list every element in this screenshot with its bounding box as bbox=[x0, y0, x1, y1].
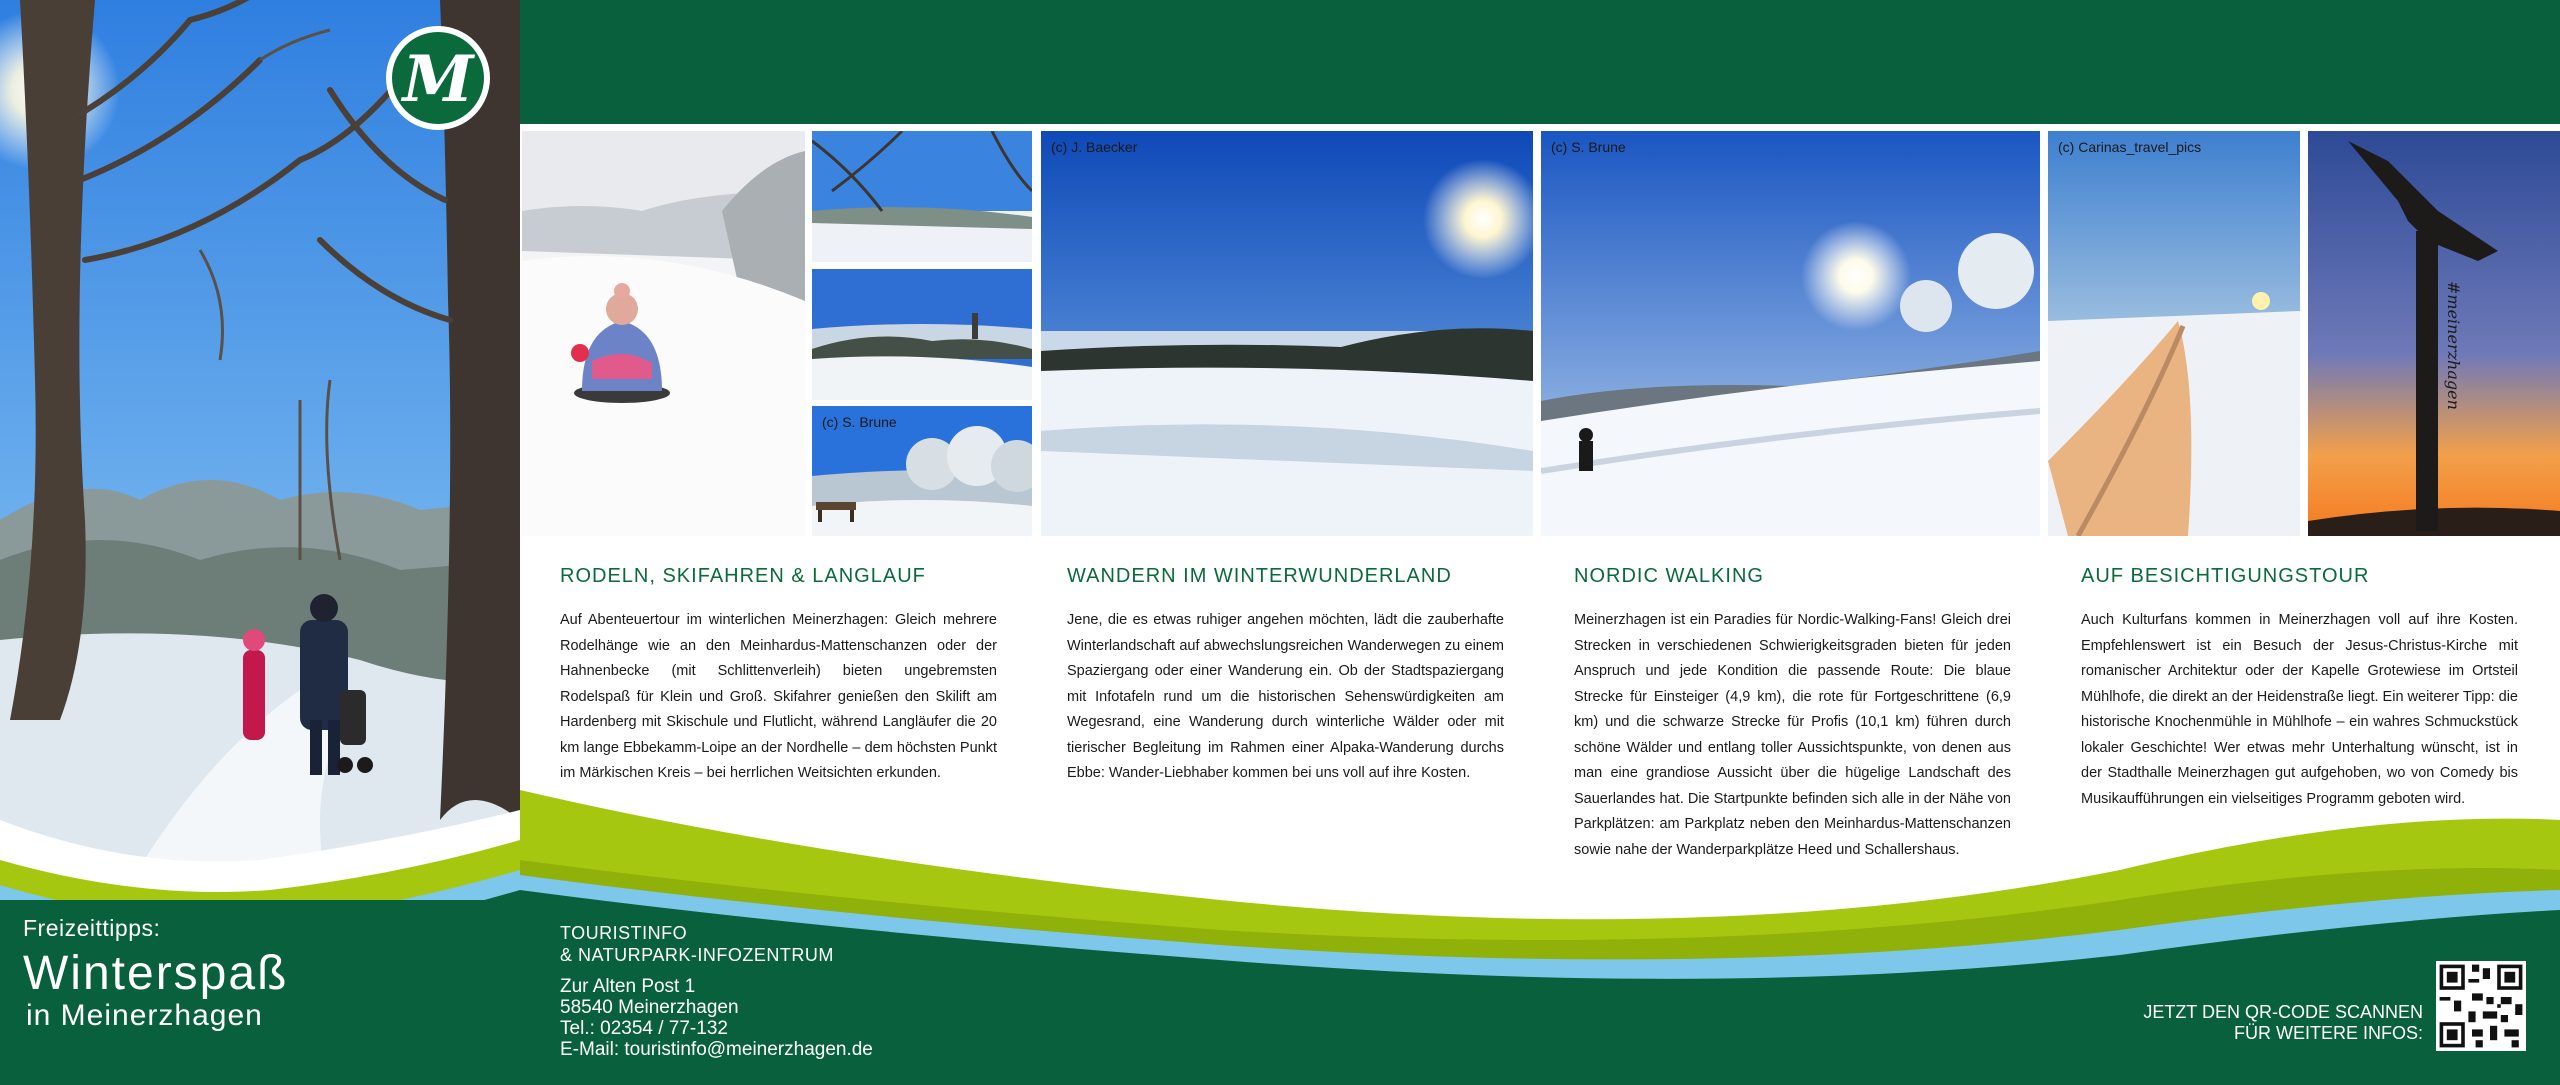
qr-label-line2: FÜR WEITERE INFOS: bbox=[2234, 1023, 2423, 1043]
meinerzhagen-logo[interactable] bbox=[385, 25, 491, 131]
contact-street: Zur Alten Post 1 bbox=[560, 976, 696, 997]
heading-nordic-walking: NORDIC WALKING bbox=[1574, 565, 1764, 587]
photo-tower-hill bbox=[812, 269, 1032, 400]
photo-bench-trees bbox=[812, 406, 1032, 536]
logo-letter: M bbox=[402, 42, 474, 117]
heading-sightseeing: AUF BESICHTIGUNGSTOUR bbox=[2081, 565, 2370, 587]
contact-title-line2: & NATURPARK-INFOZENTRUM bbox=[560, 945, 834, 965]
contact-email[interactable]: E-Mail: touristinfo@meinerzhagen.de bbox=[560, 1039, 873, 1060]
cover-text bbox=[23, 915, 288, 1033]
cross-hashtag: #meinerzhagen bbox=[2444, 281, 2463, 410]
photo-sunny-meadow bbox=[1041, 131, 1533, 536]
text-sledding: Auf Abenteuertour im winterlichen Meinerzhagen: Gleich mehrere Rodelhänge wie an den Meinhardus-Mattenschanzen oder der Hahnenbecke (mit Schlittenverleih) bieten ungebremsten Rodelspaß für Klein und Groß. Skifahrer genießen den Skilift am Hardenberg mit Skischule und Flutlicht, während Langläufer die 20 km lange Ebbekamm-Loipe an der Nordhelle – dem höchsten Punkt im Märkischen Kreis – bei herrlichen Weitsichten erkunden. bbox=[560, 612, 997, 781]
photo-tree-fields bbox=[812, 131, 1032, 262]
text-sightseeing: Auch Kulturfans kommen in Meinerzhagen voll auf ihre Kosten. Empfehlenswert ist ein Besuch der Jesus-Christus-Kirche mit romanischer Architektur oder der Kapelle Grotewiese im Ortsteil Mühlhofe, die direkt an der Heidenstraße liegt. Ein weiterer Tipp: die historische Knochenmühle in Mühlhofe – ein wahres Schmuckstück lokaler Geschichte! Wer etwas mehr Unterhaltung wünscht, ist in der Stadthalle Meinerzhagen gut aufgehoben, wo von Comedy bis Musikaufführungen ein vielseitiges Programm geboten wird. bbox=[2081, 612, 2518, 807]
contact-city: 58540 Meinerzhagen bbox=[560, 997, 739, 1018]
heading-sledding: RODELN, SKIFAHREN & LANGLAUF bbox=[560, 565, 926, 587]
contact-block bbox=[560, 922, 873, 1060]
cover-subtitle: in Meinerzhagen bbox=[26, 999, 263, 1032]
text-hiking: Jene, die es etwas ruhiger angehen möchten, lädt die zauberhafte Winterlandschaft auf abwechslungsreichen Wanderwegen zu einem Spaziergang oder einer Wanderung ein. Ob der Stadtspaziergang mit Infotafeln rund um die historischen Sehenswürdigkeiten am Wegesrand, eine Wanderung durch winterliche Wälder oder mit tierischer Begleitung im Rahmen einer Alpaka-Wanderung durchs Ebbe: Wander-Liebhaber kommen bei uns voll auf ihre Kosten. bbox=[1067, 612, 1504, 781]
photo-credit-brune: (c) S. Brune bbox=[1551, 139, 1626, 155]
column-hiking bbox=[1067, 565, 1504, 787]
text-nordic-walking: Meinerzhagen ist ein Paradies für Nordic-Walking-Fans! Gleich drei Strecken in verschiedenen Schwierigkeitsgraden bieten für jeden Anspruch und jede Kondition die passende Route: Die blaue Strecke für Einsteiger (4,9 km), die rote für Fortgeschrittene (6,9 km) und die schwarze Strecke für Profis (10,1 km) führen durch schöne Wälder und entlang toller Aussichtspunkte, von denen aus man eine grandiose Aussicht über die hügelige Landschaft des Sauerlandes hat. Die Startpunkte befinden sich alle in der Nähe von Parkplätzen: am Parkplatz neben den Meinhardus-Mattenschanzen sowie nahe der Wanderparkplätze Heed und Schallershaus. bbox=[1574, 612, 2011, 858]
cover-title: Winterspaß bbox=[23, 947, 289, 1000]
cover-winter-photo bbox=[0, 0, 520, 900]
photo-eagle-cross bbox=[2308, 131, 2560, 536]
photo-credit-baecker: (c) J. Baecker bbox=[1051, 139, 1138, 155]
cover-panel bbox=[0, 0, 520, 1085]
column-sightseeing bbox=[2081, 565, 2518, 812]
heading-hiking: WANDERN IM WINTERWUNDERLAND bbox=[1067, 565, 1452, 587]
photo-sledding-child bbox=[522, 131, 805, 536]
qr-code[interactable] bbox=[2436, 961, 2526, 1051]
column-sledding bbox=[560, 565, 997, 787]
qr-label bbox=[2143, 1002, 2423, 1044]
top-green-band bbox=[520, 0, 2560, 124]
qr-label-line1: JETZT DEN QR-CODE SCANNEN bbox=[2143, 1002, 2423, 1022]
cover-kicker: Freizeittipps: bbox=[23, 915, 161, 941]
photo-sunset-trail bbox=[2048, 131, 2300, 536]
contact-title-line1: TOURISTINFO bbox=[560, 923, 688, 943]
column-nordic-walking bbox=[1574, 565, 2011, 863]
photo-credit-brune-small: (c) S. Brune bbox=[822, 414, 897, 430]
photo-credit-carinas: (c) Carinas_travel_pics bbox=[2058, 139, 2202, 155]
photo-nordic-walker bbox=[1541, 131, 2040, 536]
contact-phone[interactable]: Tel.: 02354 / 77-132 bbox=[560, 1018, 728, 1039]
